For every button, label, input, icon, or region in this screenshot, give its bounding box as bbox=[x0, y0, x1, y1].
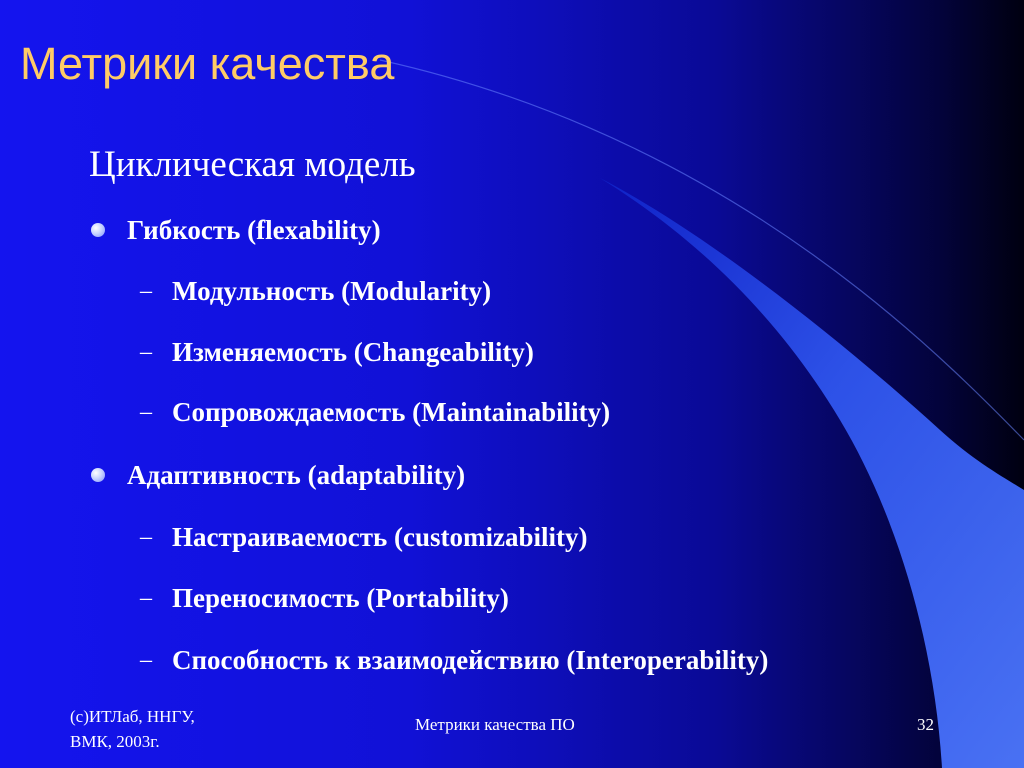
sub-item-modularity bbox=[140, 273, 491, 309]
dash-icon: – bbox=[140, 584, 152, 611]
slide-title: Метрики качества bbox=[20, 38, 395, 89]
dash-icon: – bbox=[140, 277, 152, 304]
sub-item-portability bbox=[140, 580, 509, 616]
bullet-label: Адаптивность (adaptability) bbox=[127, 459, 466, 490]
dash-icon: – bbox=[140, 398, 152, 425]
bullet-dot-icon bbox=[91, 223, 105, 237]
sub-item-label: Способность к взаимодействию (Interoperability) bbox=[172, 644, 769, 675]
page-number: 32 bbox=[917, 715, 934, 734]
footer-copyright-line1: (c)ИТЛаб, ННГУ, bbox=[70, 707, 195, 726]
sub-item-interoperability bbox=[140, 642, 768, 678]
sub-item-changeability bbox=[140, 334, 534, 370]
dash-icon: – bbox=[140, 523, 152, 550]
sub-item-label: Модульность (Modularity) bbox=[172, 275, 492, 306]
sub-item-label: Сопровождаемость (Maintainability) bbox=[172, 396, 611, 427]
bullet-label: Гибкость (flexability) bbox=[127, 214, 381, 245]
bullet-adaptability bbox=[91, 457, 465, 493]
footer-copyright-line2: ВМК, 2003г. bbox=[70, 732, 160, 751]
dash-icon: – bbox=[140, 338, 152, 365]
sub-item-label: Переносимость (Portability) bbox=[172, 582, 509, 613]
dash-icon: – bbox=[140, 646, 152, 673]
sub-item-maintainability bbox=[140, 394, 610, 430]
footer-topic: Метрики качества ПО bbox=[415, 715, 575, 734]
sub-item-label: Настраиваемость (customizability) bbox=[172, 521, 588, 552]
footer-copyright bbox=[70, 704, 195, 754]
bullet-flexibility bbox=[91, 212, 381, 248]
slide-subtitle: Циклическая модель bbox=[89, 144, 416, 185]
sub-item-label: Изменяемость (Changeability) bbox=[172, 336, 534, 367]
bullet-dot-icon bbox=[91, 468, 105, 482]
sub-item-customizability bbox=[140, 519, 588, 555]
